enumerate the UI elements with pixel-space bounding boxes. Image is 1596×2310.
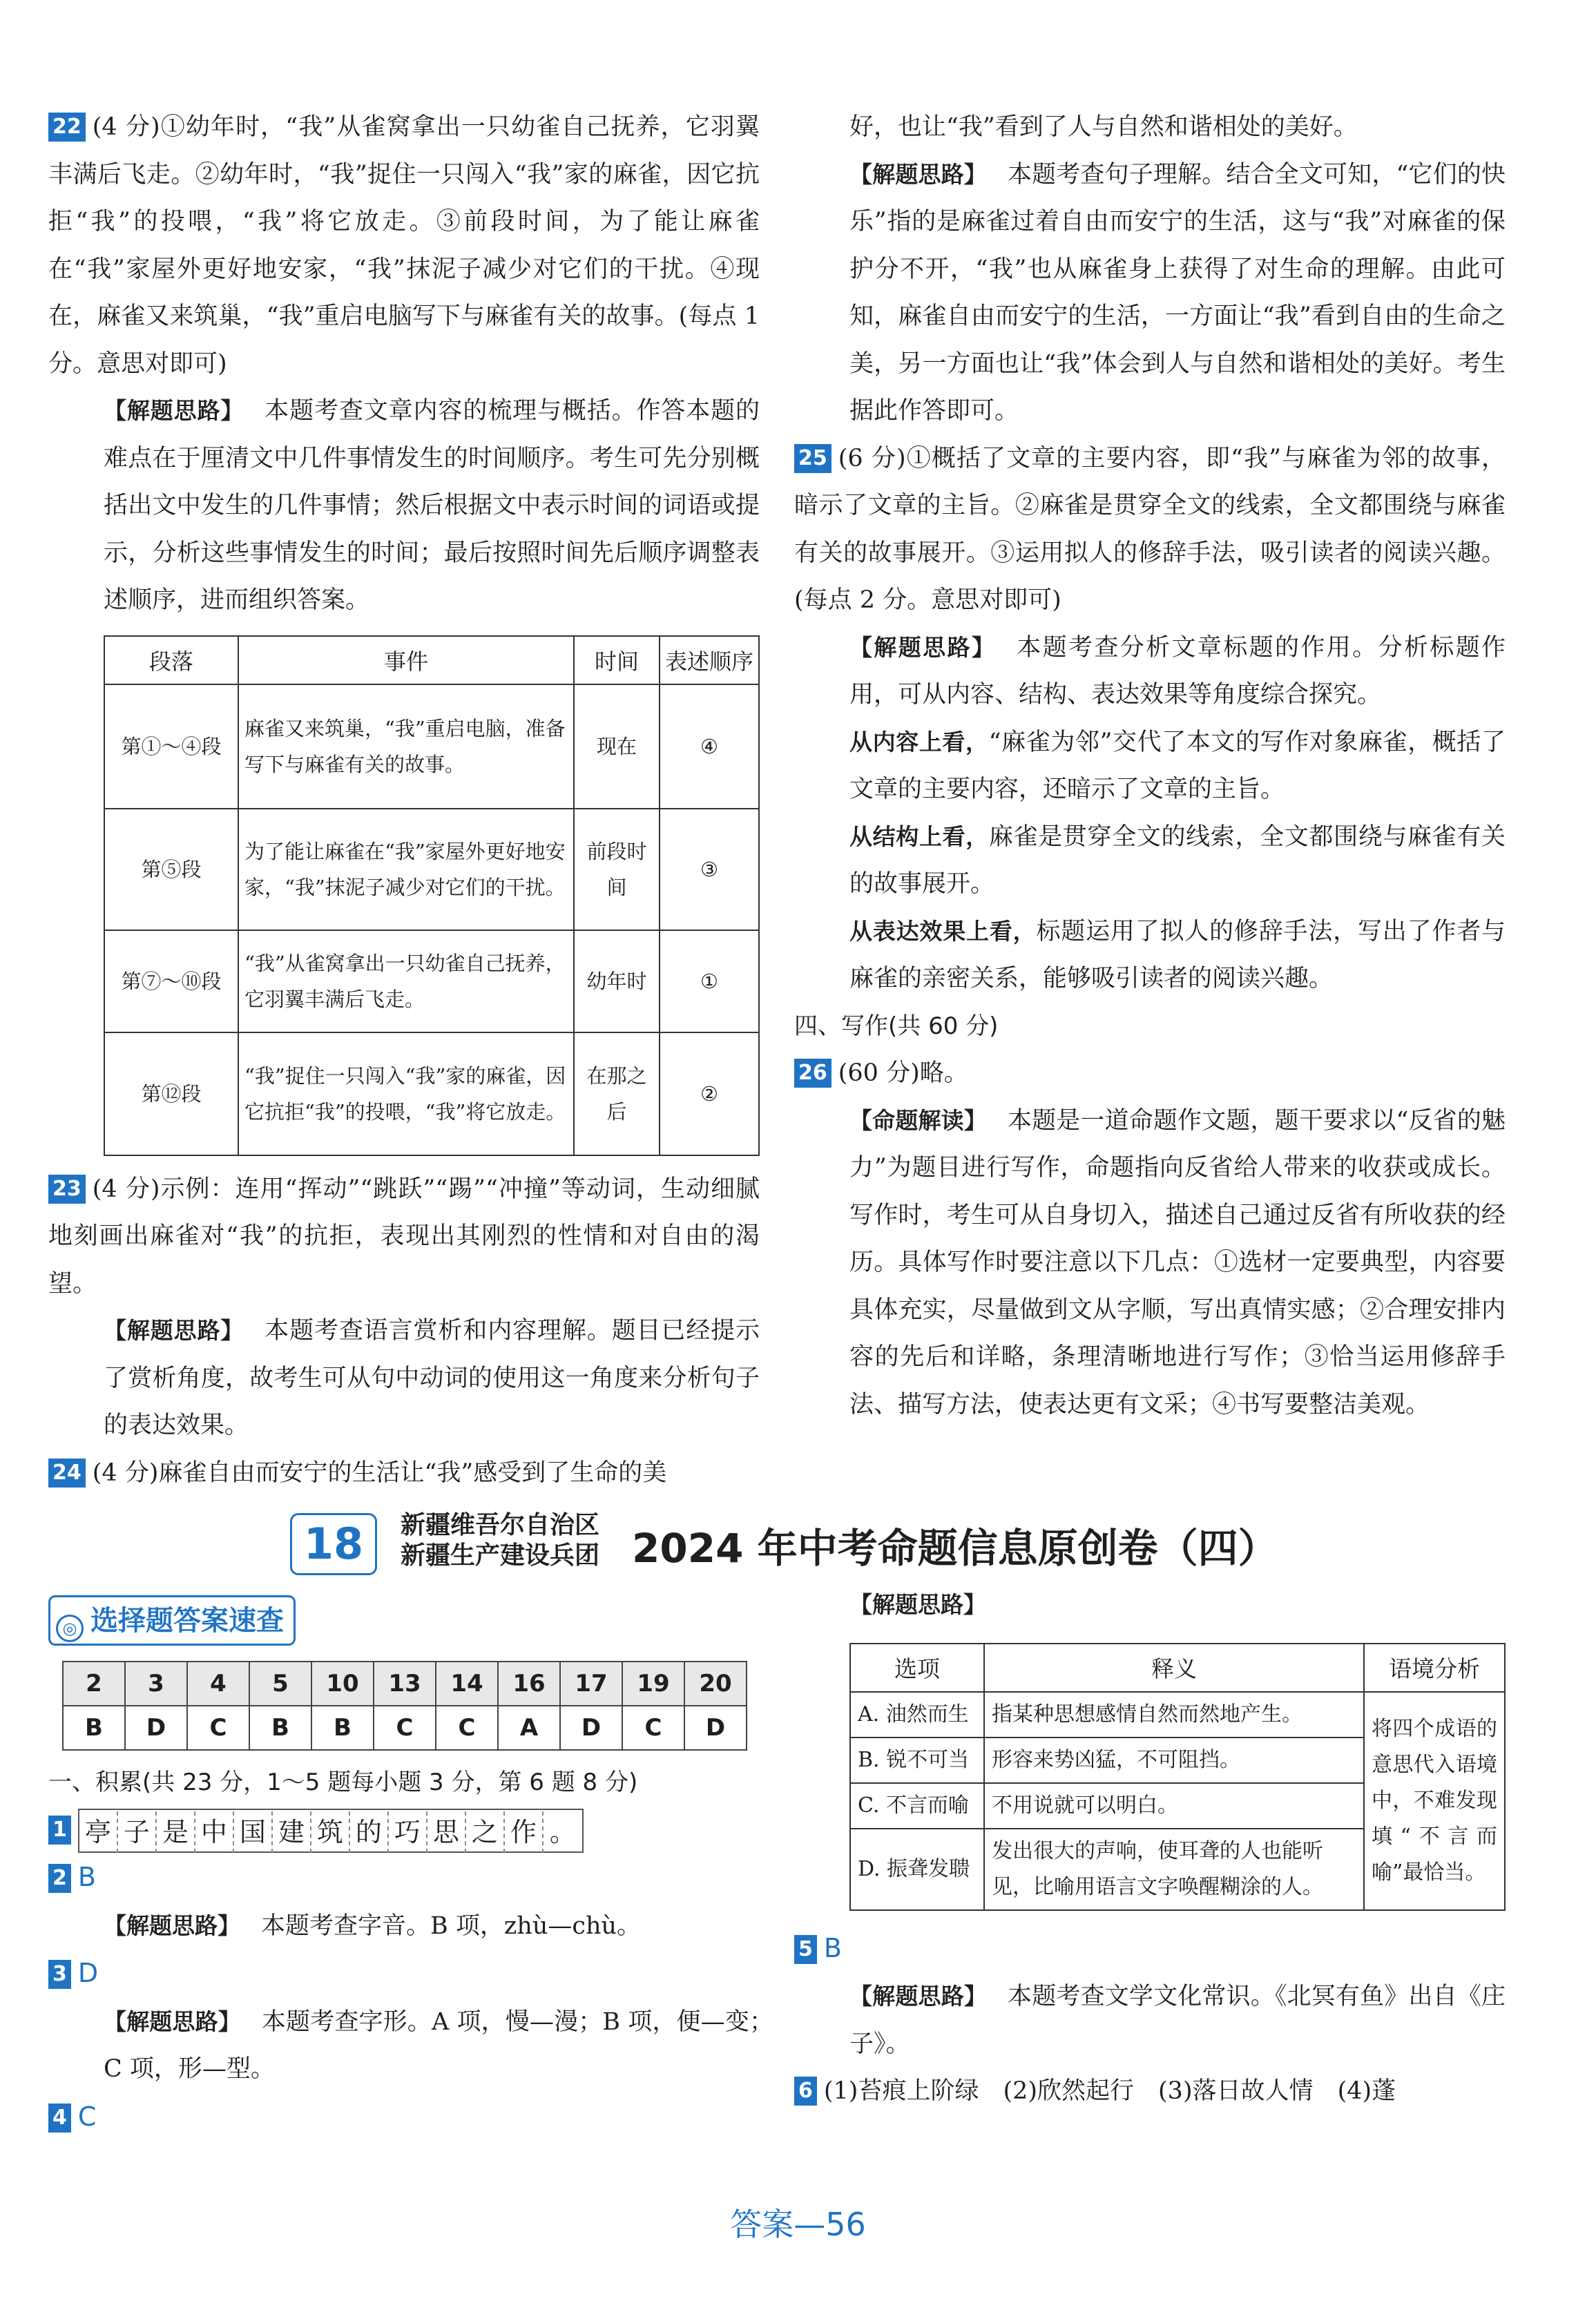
q4-number: 4 (48, 2104, 71, 2133)
answer-key-number: 5 (249, 1662, 311, 1706)
q3-analysis: 【解题思路】 本题考查字形。A 项，慢—漫；B 项，便—变；C 项，形—型。 (104, 2008, 774, 2083)
answer-key-answer: C (436, 1706, 498, 1750)
grid-cell: 之 (466, 1811, 505, 1853)
answer-key-number: 19 (622, 1662, 684, 1706)
grid-cell: 亭 (79, 1811, 118, 1853)
table-row: D. 振聋发聩 发出很大的声响，使耳聋的人也能听见，比喻用语言文字唤醒糊涂的人。 (850, 1829, 1505, 1910)
grid-cell: 的 (350, 1811, 389, 1853)
answer-key-numbers (63, 1662, 747, 1706)
q23-answer: 23 (4 分)示例：连用“挥动”“跳跃”“踢”“冲撞”等动词，生动细腻地刻画出麻雀对“我”的抗拒，表现出其刚烈的性情和对自由的渴望。 (48, 1175, 760, 1298)
q6-answer: 6 (1)苔痕上阶绿 (2)欣然起行 (3)落日故人情 (4)蓬 (794, 2068, 1506, 2115)
answer-key-number: 17 (560, 1662, 622, 1706)
table-row: 第⑤段 为了能让麻雀在“我”家屋外更好地安家，“我”抹泥子减少对它们的干扰。 前段时间 ③ (104, 809, 759, 930)
upper-right-column (794, 104, 1506, 1428)
q25-number: 25 (794, 444, 831, 473)
answer-key-number: 2 (63, 1662, 125, 1706)
q24-continuation: 好，也让“我”看到了人与自然和谐相处的美好。 (849, 113, 1358, 141)
answer-key-number: 20 (684, 1662, 747, 1706)
answer-key-number: 4 (187, 1662, 249, 1706)
q5-number: 5 (794, 1935, 817, 1964)
q25-answer: 25 (6 分)①概括了文章的主要内容，即“我”与麻雀为邻的故事，暗示了文章的主旨。②麻雀是贯穿全文的线索，全文都围绕与麻雀有关的故事展开。③运用拟人的修辞手法，吸引读者的阅读兴趣。(每点 2 分。意思对即可) (794, 444, 1506, 614)
q25-content-point: 从内容上看，“麻雀为邻”交代了本文的写作对象麻雀，概括了文章的主要内容，还暗示了文章的主旨。 (849, 728, 1506, 803)
writing-grid (78, 1809, 584, 1853)
q2-answer: 2 B (48, 1854, 773, 1903)
grid-cell: 。 (549, 1817, 576, 1847)
grid-cell: 是 (157, 1811, 195, 1853)
answer-key-number: 14 (436, 1662, 498, 1706)
grid-cell: 筑 (311, 1811, 350, 1853)
q2-analysis: 【解题思路】 本题考查字音。B 项，zhù—chù。 (104, 1912, 642, 1940)
answer-key-table (62, 1661, 747, 1751)
grid-cell: 国 (234, 1811, 273, 1853)
answer-key-answer: C (187, 1706, 249, 1750)
q5-analysis: 【解题思路】 本题考查文学文化常识。《北冥有鱼》出自《庄子》。 (849, 1983, 1506, 2058)
idiom-table: 选项 释义 语境分析 A. 油然而生 指某种思想感情自然而然地产生。 将四个成语的意思代入语境中，不难发现填“不言而喻”最恰当。 B. 锐不可当 形容来势凶猛，不可阻挡。 C. 不言而喻 不用说就可以明白。 D. 振聋发聩 发出很大的声响，使耳聋的人也能听见，比喻用语言文字唤醒糊涂的人。 (849, 1643, 1506, 1911)
answer-key-answer: C (374, 1706, 436, 1750)
q25-structure-point: 从结构上看，麻雀是贯穿全文的线索，全文都围绕与麻雀有关的故事展开。 (849, 822, 1506, 898)
exam-banner (290, 1509, 1326, 1585)
q25-analysis: 【解题思路】 本题考查分析文章标题的作用。分析标题作用，可从内容、结构、表达效果等角度综合探究。 (849, 633, 1506, 709)
q23-number: 23 (48, 1175, 86, 1204)
section-heading-writing: 四、写作(共 60 分) (794, 1012, 999, 1040)
grid-cell: 作 (505, 1811, 544, 1853)
q25-effect-point: 从表达效果上看，标题运用了拟人的修辞手法，写出了作者与麻雀的亲密关系，能够吸引读者的阅读兴趣。 (849, 917, 1506, 992)
table-row: 第⑦～⑩段 “我”从雀窝拿出一只幼雀自己抚养，它羽翼丰满后飞走。 幼年时 ① (104, 930, 759, 1032)
banner-region: 新疆维吾尔自治区 新疆生产建设兵团 (401, 1511, 600, 1570)
grid-cell: 子 (118, 1811, 157, 1853)
table-row: 第①～④段 麻雀又来筑巢，“我”重启电脑，准备写下与麻雀有关的故事。 现在 ④ (104, 684, 759, 809)
answer-key-answers (63, 1706, 747, 1750)
q24-number: 24 (48, 1459, 86, 1488)
q22-number: 22 (48, 113, 86, 142)
table-row: 第⑫段 “我”捉住一只闯入“我”家的麻雀，因它抗拒“我”的投喂，“我”将它放走。 在那之后 ② (104, 1032, 759, 1155)
q26-analysis: 【命题解读】 本题是一道命题作文题，题干要求以“反省的魅力”为题目进行写作，命题指向反省给人带来的收获或成长。写作时，考生可从自身切入，描述自己通过反省有所收获的经历。具体写作时要注意以下几点：①选材一定要典型，内容要具体充实，尽量做到文从字顺，写出真情实感；②合理安排内容的先后和详略，条理清晰地进行写作；③恰当运用修辞手法、描写方法，使表达更有文采；④书写要整洁美观。 (849, 1106, 1506, 1418)
q26-answer: 26 (60 分)略。 (794, 1050, 1506, 1097)
answer-key-answer: D (560, 1706, 622, 1750)
answer-key-number: 10 (311, 1662, 374, 1706)
banner-title: 2024 年中考命题信息原创卷（四） (632, 1525, 1278, 1572)
grid-cell: 巧 (389, 1811, 427, 1853)
page-number: 答案—56 (730, 2206, 866, 2243)
answer-key-answer: B (249, 1706, 311, 1750)
answer-key-answer: C (622, 1706, 684, 1750)
banner-number: 18 (290, 1513, 377, 1575)
headphones-icon: ◎ (56, 1615, 84, 1642)
quick-check-badge: ◎ 选择题答案速查 (48, 1595, 296, 1646)
q22-table: 段落 事件 时间 表述顺序 第①～④段 麻雀又来筑巢，“我”重启电脑，准备写下与麻雀有关的故事。 现在 ④ 第⑤段 为了能让麻雀在“我”家屋外更好地安家，“我”抹泥子减少对它们的干扰。 前段时间 ③ 第⑦～⑩段 “我”从雀窝拿出一只幼雀自己抚养，它羽翼丰满后飞走。 幼年时 ① 第⑫段 “我”捉住一只闯入“我”家的麻雀，因它抗拒“我”的投喂，“我”将它放走。 在那之后 ② (104, 635, 760, 1156)
q3-number: 3 (48, 1960, 71, 1989)
answer-key-answer: B (63, 1706, 125, 1750)
q1-number: 1 (48, 1816, 71, 1845)
q24-answer: 24 (4 分)麻雀自由而安宁的生活让“我”感受到了生命的美 (48, 1450, 760, 1497)
section-heading-accumulation: 一、积累(共 23 分，1～5 题每小题 3 分，第 6 题 8 分) (48, 1769, 638, 1796)
grid-cell: 中 (195, 1811, 234, 1853)
answer-key-number: 3 (125, 1662, 187, 1706)
q22-analysis: 【解题思路】 本题考查文章内容的梳理与概括。作答本题的难点在于厘清文中几件事情发生的时间顺序。考生可先分别概括出文中发生的几件事情；然后根据文中表示时间的词语或提示，分析这些事情发生的时间；最后按照时间先后顺序调整表述顺序，进而组织答案。 (104, 397, 760, 614)
lower-right-column (794, 1581, 1506, 2115)
q4-answer: 4 C (48, 2093, 773, 2142)
answer-key-answer: A (498, 1706, 560, 1750)
answer-key-answer: D (684, 1706, 747, 1750)
q3-answer: 3 D (48, 1950, 773, 1999)
q2-number: 2 (48, 1864, 71, 1893)
q26-number: 26 (794, 1059, 831, 1088)
table-row: A. 油然而生 指某种思想感情自然而然地产生。 将四个成语的意思代入语境中，不难发现填“不言而喻”最恰当。 (850, 1692, 1505, 1738)
q1-answer (48, 1807, 773, 1854)
table-row: C. 不言而喻 不用说就可以明白。 (850, 1783, 1505, 1829)
answer-key-number: 16 (498, 1662, 560, 1706)
analysis-label: 【解题思路】 (849, 1591, 986, 1618)
q6-number: 6 (794, 2077, 817, 2106)
upper-left-column (48, 104, 760, 1496)
lower-left-column (48, 1595, 773, 2141)
table-row: B. 锐不可当 形容来势凶猛，不可阻挡。 (850, 1738, 1505, 1783)
q23-analysis: 【解题思路】 本题考查语言赏析和内容理解。题目已经提示了赏析角度，故考生可从句中动词的使用这一角度来分析句子的表达效果。 (104, 1317, 760, 1439)
q24-analysis: 【解题思路】 本题考查句子理解。结合全文可知，“它们的快乐”指的是麻雀过着自由而安宁的生活，这与“我”对麻雀的保护分不开，“我”也从麻雀身上获得了对生命的理解。由此可知，麻雀自由而安宁的生活，一方面让“我”看到自由的生命之美，另一方面也让“我”体会到人与自然和谐相处的美好。考生据此作答即可。 (849, 160, 1506, 425)
answer-key-answer: B (311, 1706, 374, 1750)
q5-answer: 5 B (794, 1925, 1506, 1974)
answer-key-number: 13 (374, 1662, 436, 1706)
q22-answer: 22 (4 分)①幼年时，“我”从雀窝拿出一只幼雀自己抚养，它羽翼丰满后飞走。②幼年时，“我”捉住一只闯入“我”家的麻雀，因它抗拒“我”的投喂，“我”将它放走。③前段时间，为了能让麻雀在“我”家屋外更好地安家，“我”抹泥子减少对它们的干扰。④现在，麻雀又来筑巢，“我”重启电脑写下与麻雀有关的故事。(每点 1 分。意思对即可) (48, 113, 760, 378)
grid-cell: 思 (427, 1811, 466, 1853)
answer-key-answer: D (125, 1706, 187, 1750)
grid-cell: 建 (273, 1811, 311, 1853)
